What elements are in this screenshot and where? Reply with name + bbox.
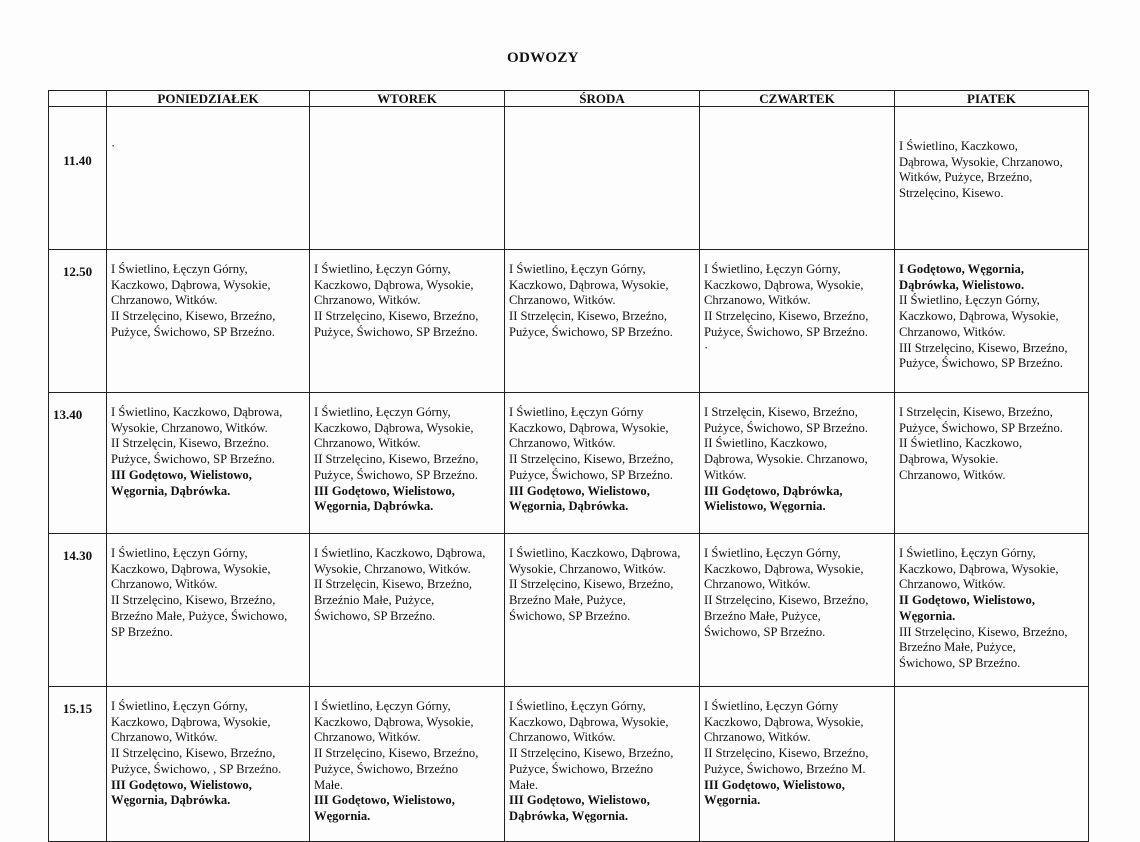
route-line: I Świetlino, Łęczyn Górny, xyxy=(314,262,451,276)
route-line: Węgornia. xyxy=(899,608,956,623)
schedule-cell-wednesday xyxy=(505,687,700,842)
route-line: Pużyce, Świchowo, Brzeźno M. xyxy=(704,761,866,776)
schedule-cell-thursday xyxy=(700,534,895,687)
route-line: Chrzanowo, Witków. xyxy=(314,293,421,308)
route-line: I Świetlino, Łęczyn Górny, xyxy=(111,262,248,276)
route-line: Kaczkowo, Dąbrowa, Wysokie, xyxy=(314,277,474,292)
schedule-cell-monday xyxy=(107,534,310,687)
route-line: Kaczkowo, Dąbrowa, Wysokie, xyxy=(704,561,864,576)
route-line: I Świetlino, Łęczyn Górny, xyxy=(704,546,841,560)
header-corner xyxy=(49,91,107,107)
route-line: Chrzanowo, Witków. xyxy=(314,730,421,745)
route-line: II Strzelęcino, Kisewo, Brzeźno, xyxy=(111,746,276,761)
schedule-cell-tuesday xyxy=(310,687,505,842)
route-line: Pużyce, Świchowo, SP Brzeźno. xyxy=(509,324,673,339)
route-line: Kaczkowo, Dąbrowa, Wysokie, xyxy=(111,714,271,729)
route-line: I Świetlino, Kaczkowo, Dąbrowa, xyxy=(314,546,486,560)
route-line: I Świetlino, Łęczyn Górny, xyxy=(314,405,451,419)
route-line: Kaczkowo, Dąbrowa, Wysokie, xyxy=(509,714,669,729)
route-line: Kaczkowo, Dąbrowa, Wysokie, xyxy=(509,277,669,292)
schedule-cell-monday xyxy=(107,687,310,842)
route-line: Strzelęcino, Kisewo. xyxy=(899,186,1004,201)
time-cell: 11.40 xyxy=(49,107,107,250)
route-line: II Strzelęcino, Kisewo, Brzeźno, xyxy=(509,746,674,761)
route-line: Chrzanowo, Witków. xyxy=(899,467,1006,482)
redacted-area xyxy=(585,52,657,68)
route-line: Węgornia, Dąbrówka. xyxy=(111,793,231,808)
route-line: Pużyce, Świchowo, SP Brzeźno. xyxy=(704,420,868,435)
route-line: I Świetlino, Kaczkowo, Dąbrowa, xyxy=(509,546,681,560)
route-line: I Strzelęcin, Kisewo, Brzeźno, xyxy=(899,405,1053,419)
route-line: III Godętowo, Wielistowo, xyxy=(509,483,650,498)
route-line: II Świetlino, Łęczyn Górny, xyxy=(899,293,1040,308)
schedule-cell-thursday xyxy=(700,107,895,250)
table-row xyxy=(49,107,1089,250)
route-line: Dąbrowa, Wysokie. Chrzanowo, xyxy=(704,452,868,467)
route-line: Pużyce, Świchowo, Brzeźno xyxy=(509,761,654,776)
route-line: I Świetlino, Łęczyn Górny xyxy=(704,699,839,713)
route-line: Pużyce, Świchowo, SP Brzeźno. xyxy=(704,324,868,339)
route-line: Dąbrowa, Wysokie. xyxy=(899,452,999,467)
route-line: III Godętowo, Wielistowo, xyxy=(704,777,845,792)
route-line: Chrzanowo, Witków. xyxy=(704,730,811,745)
route-line: Świchowo, SP Brzeźno. xyxy=(704,624,826,639)
route-line: Chrzanowo, Witków. xyxy=(704,577,811,592)
route-line: II Strzelęcin, Kisewo, Brzeźno, xyxy=(509,309,668,324)
schedule-cell-wednesday xyxy=(505,534,700,687)
route-line: II Strzelęcino, Kisewo, Brzeźno, xyxy=(111,593,276,608)
schedule-cell-wednesday xyxy=(505,107,700,250)
schedule-cell-thursday xyxy=(700,250,895,393)
table-row xyxy=(49,534,1089,687)
route-line: I Świetlino, Łęczyn Górny, xyxy=(899,546,1036,560)
route-line: Węgornia, Dąbrówka. xyxy=(111,483,231,498)
route-line: Chrzanowo, Witków. xyxy=(111,730,218,745)
time-cell: 14.30 xyxy=(49,534,107,687)
route-line: II Strzelęcino, Kisewo, Brzeźno, xyxy=(704,309,869,324)
header-thursday: CZWARTEK xyxy=(700,91,895,107)
route-line: III Godętowo, Wielistowo, xyxy=(111,777,252,792)
time-cell: 13.40 xyxy=(49,393,107,534)
route-line: · xyxy=(704,340,709,355)
route-line: I Świetlino, Łęczyn Górny, xyxy=(111,699,248,713)
route-line: I Świetlino, Łęczyn Górny, xyxy=(704,262,841,276)
route-line: II Godętowo, Wielistowo, xyxy=(899,593,1035,608)
route-line: Chrzanowo, Witków. xyxy=(111,577,218,592)
route-line: Brzeźno Małe, Pużyce, xyxy=(509,593,626,608)
schedule-cell-friday xyxy=(895,393,1089,534)
route-line: II Strzelęcino, Kisewo, Brzeźno, xyxy=(314,746,479,761)
route-line: Węgornia, Dąbrówka. xyxy=(509,499,629,514)
route-line: II Strzelęcino, Kisewo, Brzeźno, xyxy=(111,309,276,324)
route-line: Chrzanowo, Witków. xyxy=(509,293,616,308)
schedule-cell-friday xyxy=(895,687,1089,842)
route-line: Wysokie, Chrzanowo, Witków. xyxy=(314,561,471,576)
schedule-cell-monday xyxy=(107,250,310,393)
header-friday: PIATEK xyxy=(895,91,1089,107)
schedule-cell-friday xyxy=(895,534,1089,687)
route-line: Świchowo, SP Brzeźno. xyxy=(509,608,631,623)
route-line: Kaczkowo, Dąbrowa, Wysokie, xyxy=(314,714,474,729)
route-line: I Świetlino, Łęczyn Górny xyxy=(509,405,644,419)
route-line: Pużyce, Świchowo, , SP Brzeźno. xyxy=(111,761,282,776)
route-line: Węgornia. xyxy=(704,793,761,808)
schedule-cell-tuesday xyxy=(310,250,505,393)
schedule-cell-thursday xyxy=(700,687,895,842)
route-line: Węgornia, Dąbrówka. xyxy=(314,499,434,514)
route-line: Wysokie, Chrzanowo, Witków. xyxy=(509,561,666,576)
route-line: Kaczkowo, Dąbrowa, Wysokie, xyxy=(899,561,1059,576)
route-line: Chrzanowo, Witków. xyxy=(111,293,218,308)
route-line: Brzeźnio Małe, Pużyce, xyxy=(314,593,435,608)
route-line: Węgornia. xyxy=(314,808,371,823)
route-line: II Strzelęcino, Kisewo, Brzeźno, xyxy=(314,309,479,324)
route-line: I Świetlino, Łęczyn Górny, xyxy=(509,699,646,713)
route-line: · xyxy=(111,139,116,153)
route-line: Pużyce, Świchowo, SP Brzeźno. xyxy=(314,324,478,339)
route-line: III Godętowo, Wielistowo, xyxy=(111,467,252,482)
route-line: III Strzelęcino, Kisewo, Brzeźno, xyxy=(899,340,1068,355)
schedule-cell-tuesday xyxy=(310,393,505,534)
route-line: Dąbrowa, Wysokie, Chrzanowo, xyxy=(899,154,1063,169)
route-line: III Godętowo, Wielistowo, xyxy=(314,793,455,808)
route-line: Kaczkowo, Dąbrowa, Wysokie, xyxy=(111,277,271,292)
route-line: III Godętowo, Dąbrówka, xyxy=(704,483,843,498)
route-line: Wielistowo, Węgornia. xyxy=(704,499,826,514)
route-line: Witków. xyxy=(704,467,747,482)
route-line: Pużyce, Świchowo, SP Brzeźno. xyxy=(314,467,478,482)
route-line: Pużyce, Świchowo, SP Brzeźno. xyxy=(899,356,1063,371)
route-line: I Strzelęcin, Kisewo, Brzeźno, xyxy=(704,405,858,419)
route-line: Kaczkowo, Dąbrowa, Wysokie, xyxy=(704,714,864,729)
route-line: II Strzelęcin, Kisewo, Brzeźno, xyxy=(314,577,473,592)
schedule-cell-wednesday xyxy=(505,393,700,534)
page-title: ODWOZY xyxy=(507,50,579,66)
table-row xyxy=(49,393,1089,534)
route-line: I Świetlino, Łęczyn Górny, xyxy=(314,699,451,713)
header-tuesday: WTOREK xyxy=(310,91,505,107)
schedule-cell-friday xyxy=(895,107,1089,250)
route-line: Brzeźno Małe, Pużyce, xyxy=(704,608,821,623)
route-line: Pużyce, Świchowo, SP Brzeźno. xyxy=(899,420,1063,435)
route-line: Kaczkowo, Dąbrowa, Wysokie, xyxy=(111,561,271,576)
route-line: Chrzanowo, Witków. xyxy=(899,577,1006,592)
route-line: I Godętowo, Węgornia, xyxy=(899,262,1025,276)
route-line: Świchowo, SP Brzeźno. xyxy=(314,608,436,623)
route-line: Chrzanowo, Witków. xyxy=(314,436,421,451)
route-line: Pużyce, Świchowo, SP Brzeźno. xyxy=(111,324,275,339)
time-cell: 12.50 xyxy=(49,250,107,393)
route-line: II Strzelęcin, Kisewo, Brzeźno. xyxy=(111,436,270,451)
route-line: Świchowo, SP Brzeźno. xyxy=(899,655,1021,670)
route-line: Pużyce, Świchowo, SP Brzeźno. xyxy=(111,452,275,467)
route-line: II Strzelęcino, Kisewo, Brzeźno, xyxy=(704,593,869,608)
route-line: Wysokie, Chrzanowo, Witków. xyxy=(111,420,268,435)
time-cell: 15.15 xyxy=(49,687,107,842)
route-line: I Świetlino, Łęczyn Górny, xyxy=(509,262,646,276)
route-line: II Strzelęcino, Kisewo, Brzeźno, xyxy=(509,577,674,592)
route-line: II Świetlino, Kaczkowo, xyxy=(899,436,1023,451)
route-line: Chrzanowo, Witków. xyxy=(899,324,1006,339)
route-line: II Strzelęcino, Kisewo, Brzeźno, xyxy=(314,452,479,467)
route-line: I Świetlino, Łęczyn Górny, xyxy=(111,546,248,560)
route-line: Brzeźno Małe, Pużyce, Świchowo, xyxy=(111,608,288,623)
schedule-cell-tuesday xyxy=(310,534,505,687)
route-line: SP Brzeźno. xyxy=(111,624,173,639)
route-line: Małe. xyxy=(509,777,539,792)
route-line: Witków, Pużyce, Brzeźno, xyxy=(899,170,1033,185)
route-line: III Strzelęcino, Kisewo, Brzeźno, xyxy=(899,624,1068,639)
schedule-cell-friday xyxy=(895,250,1089,393)
route-line: Chrzanowo, Witków. xyxy=(704,293,811,308)
route-line: II Strzelęcino, Kisewo, Brzeźno, xyxy=(509,452,674,467)
route-line: Brzeźno Małe, Pużyce, xyxy=(899,640,1016,655)
route-line: Małe. xyxy=(314,777,344,792)
route-line: Dąbrówka, Wielistowo. xyxy=(899,277,1025,292)
route-line: Dąbrówka, Węgornia. xyxy=(509,808,629,823)
header-row xyxy=(49,91,1089,107)
schedule-table xyxy=(48,90,1089,842)
route-line: II Strzelęcino, Kisewo, Brzeźno, xyxy=(704,746,869,761)
header-wednesday: ŚRODA xyxy=(505,91,700,107)
route-line: Chrzanowo, Witków. xyxy=(509,730,616,745)
route-line: Chrzanowo, Witków. xyxy=(509,436,616,451)
schedule-cell-tuesday xyxy=(310,107,505,250)
table-row xyxy=(49,687,1089,842)
route-line: Kaczkowo, Dąbrowa, Wysokie, xyxy=(314,420,474,435)
schedule-cell-thursday xyxy=(700,393,895,534)
table-row xyxy=(49,250,1089,393)
route-line: Kaczkowo, Dąbrowa, Wysokie, xyxy=(509,420,669,435)
schedule-cell-wednesday xyxy=(505,250,700,393)
route-line: Pużyce, Świchowo, Brzeźno xyxy=(314,761,459,776)
schedule-cell-monday xyxy=(107,393,310,534)
route-line: I Świetlino, Kaczkowo, xyxy=(899,139,1018,153)
route-line: Kaczkowo, Dąbrowa, Wysokie, xyxy=(704,277,864,292)
route-line: III Godętowo, Wielistowo, xyxy=(509,793,650,808)
route-line: III Godętowo, Wielistowo, xyxy=(314,483,455,498)
route-line: I Świetlino, Kaczkowo, Dąbrowa, xyxy=(111,405,283,419)
route-line: Kaczkowo, Dąbrowa, Wysokie, xyxy=(899,309,1059,324)
route-line: II Świetlino, Kaczkowo, xyxy=(704,436,828,451)
schedule-cell-monday xyxy=(107,107,310,250)
route-line: Pużyce, Świchowo, SP Brzeźno. xyxy=(509,467,673,482)
header-monday: PONIEDZIAŁEK xyxy=(107,91,310,107)
